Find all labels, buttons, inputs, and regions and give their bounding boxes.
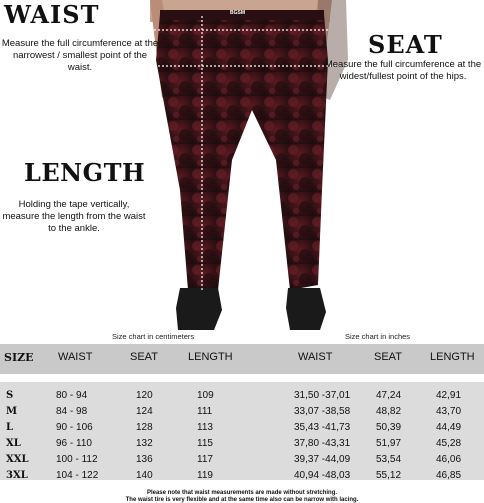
cell-waist-cm: 100 - 112 xyxy=(56,454,98,465)
length-heading: LENGTH xyxy=(24,158,146,187)
cell-waist-in: 37,80 -43,31 xyxy=(294,438,351,449)
cell-length-in: 44,49 xyxy=(436,422,462,433)
table-row xyxy=(0,470,484,484)
cell-size: M xyxy=(6,406,18,417)
cell-seat-cm: 124 xyxy=(136,406,153,417)
seat-description: Measure the full circumference at the widest/fullest point of the hips. xyxy=(324,59,482,82)
brand-label: BGSM xyxy=(230,10,245,16)
cell-seat-in: 48,82 xyxy=(376,406,402,417)
cell-waist-cm: 90 - 106 xyxy=(56,422,93,433)
table-row xyxy=(0,390,484,404)
cell-waist-in: 35,43 -41,73 xyxy=(294,422,351,433)
cell-waist-in: 33,07 -38,58 xyxy=(294,406,351,417)
cell-seat-in: 50,39 xyxy=(376,422,402,433)
cell-seat-cm: 136 xyxy=(136,454,153,465)
cell-seat-cm: 132 xyxy=(136,438,153,449)
length-description: Holding the tape vertically, measure the length from the waist to the ankle. xyxy=(2,199,146,234)
cell-length-in: 46,85 xyxy=(436,470,462,481)
cell-length-cm: 113 xyxy=(197,422,213,433)
cell-length-cm: 119 xyxy=(197,470,213,481)
cell-waist-in: 40,94 -48,03 xyxy=(294,470,351,481)
header-size: SIZE xyxy=(4,351,34,364)
cell-seat-cm: 120 xyxy=(136,390,153,401)
cell-length-in: 45,28 xyxy=(436,438,462,449)
cell-waist-cm: 96 - 110 xyxy=(56,438,92,449)
cell-waist-in: 31,50 -37,01 xyxy=(294,390,351,401)
cell-seat-cm: 128 xyxy=(136,422,153,433)
cell-waist-in: 39,37 -44,09 xyxy=(294,454,351,465)
size-chart xyxy=(0,330,484,503)
header-length-cm: LENGTH xyxy=(188,351,233,363)
cell-seat-in: 55,12 xyxy=(376,470,402,481)
cell-length-cm: 111 xyxy=(197,406,213,417)
cell-length-in: 46,06 xyxy=(436,454,462,465)
cell-waist-cm: 84 - 98 xyxy=(56,406,88,417)
cell-seat-in: 51,97 xyxy=(376,438,402,449)
cell-waist-cm: 104 - 122 xyxy=(56,470,99,481)
cell-seat-cm: 140 xyxy=(136,470,153,481)
caption-centimeters: Size chart in centimeters xyxy=(112,332,195,341)
header-waist-in: WAIST xyxy=(298,351,333,363)
cell-size: XXL xyxy=(6,454,29,465)
note-waist: Please note that waist measurements are made without stretching. xyxy=(146,490,338,496)
caption-inches: Size chart in inches xyxy=(345,332,411,341)
cell-length-in: 42,91 xyxy=(436,390,462,401)
table-row xyxy=(0,438,484,452)
seat-heading: SEAT xyxy=(368,30,443,59)
table-row xyxy=(0,454,484,468)
cell-size: XL xyxy=(6,438,21,449)
cell-size: S xyxy=(6,390,14,401)
cell-length-cm: 109 xyxy=(197,390,214,401)
cell-seat-in: 47,24 xyxy=(376,390,402,401)
table-row xyxy=(0,422,484,436)
cell-size: L xyxy=(6,422,14,433)
cell-length-cm: 115 xyxy=(197,438,213,449)
cell-waist-cm: 80 - 94 xyxy=(56,390,88,401)
cell-size: 3XL xyxy=(6,470,28,481)
header-seat-cm: SEAT xyxy=(130,351,158,363)
waist-description: Measure the full circumference at the narrowest / smallest point of the waist. xyxy=(1,38,159,73)
header-waist-cm: WAIST xyxy=(58,351,93,363)
note-lacing: The waist tire is very flexible and at the same time also can be narrow with lacing. xyxy=(125,497,359,503)
header-length-in: LENGTH xyxy=(430,351,475,363)
table-row xyxy=(0,406,484,420)
waist-heading: WAIST xyxy=(4,0,100,29)
cell-length-cm: 117 xyxy=(197,454,213,465)
header-seat-in: SEAT xyxy=(374,351,402,363)
cell-seat-in: 53,54 xyxy=(376,454,402,465)
cell-length-in: 43,70 xyxy=(436,406,462,417)
